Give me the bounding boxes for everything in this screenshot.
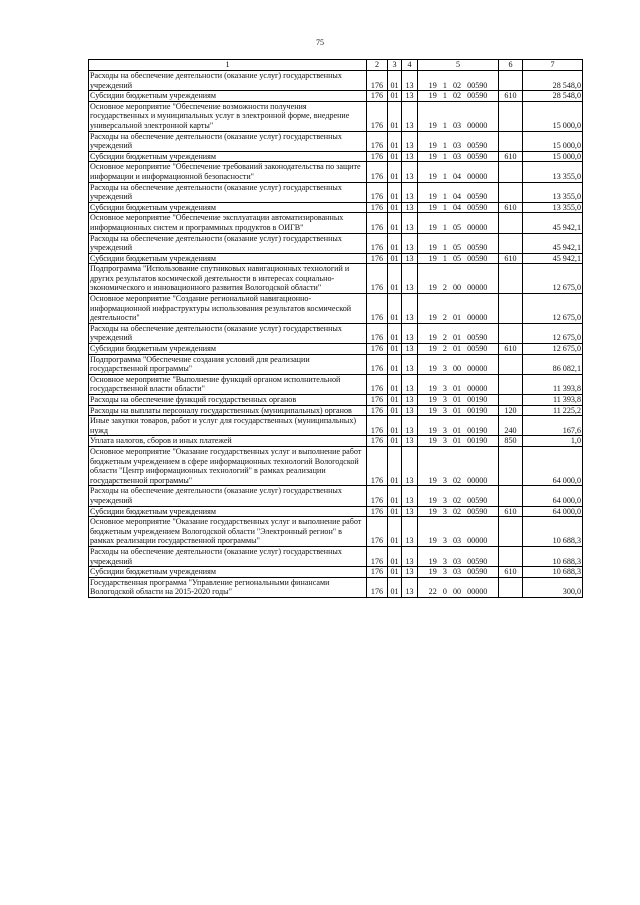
row-amount-cell: 15 000,0 [523,131,583,151]
row-name-cell: Основное мероприятие "Обеспечение возможности получения государственных и муниципальных услуг в электронной форме, внедрение универсальной электронной карты" [89,101,367,131]
row-amount-cell: 12 675,0 [523,264,583,294]
row-expense-type-cell: 850 [499,436,523,447]
row-target-article-cell: 19 2 01 00590 [418,323,499,343]
row-amount-cell: 64 000,0 [523,486,583,506]
row-expense-type-cell: 610 [499,253,523,264]
row-amount-cell: 12 675,0 [523,323,583,343]
row-target-article-cell: 19 3 01 00190 [418,405,499,416]
row-expense-type-cell: 610 [499,567,523,578]
row-subsection-cell: 13 [402,202,418,213]
row-admin-code-cell: 176 [367,405,388,416]
row-amount-cell: 10 688,3 [523,546,583,566]
table-row [89,202,583,213]
header-col-3: 3 [388,60,402,71]
row-target-article-cell: 22 0 00 00000 [418,577,499,597]
row-target-article-cell: 19 3 02 00590 [418,486,499,506]
row-admin-code-cell: 176 [367,213,388,233]
row-subsection-cell: 13 [402,517,418,547]
row-amount-cell: 12 675,0 [523,344,583,355]
header-col-6: 6 [499,60,523,71]
row-name-cell: Основное мероприятие "Оказание государственных услуг и выполнение работ бюджетным учреждением Вологодской области "Электронный регион" в рамках реализации государственной программы" [89,517,367,547]
row-section-cell: 01 [388,151,402,162]
row-name-cell: Субсидии бюджетным учреждениям [89,506,367,517]
row-name-cell: Уплата налогов, сборов и иных платежей [89,436,367,447]
row-admin-code-cell: 176 [367,344,388,355]
row-section-cell: 01 [388,506,402,517]
row-admin-code-cell: 176 [367,71,388,91]
row-name-cell: Расходы на обеспечение функций государственных органов [89,395,367,406]
row-amount-cell: 28 548,0 [523,91,583,102]
row-admin-code-cell: 176 [367,436,388,447]
row-subsection-cell: 13 [402,546,418,566]
row-expense-type-cell: 610 [499,151,523,162]
row-subsection-cell: 13 [402,354,418,374]
row-target-article-cell: 19 3 03 00590 [418,546,499,566]
table-row [89,446,583,485]
row-section-cell: 01 [388,213,402,233]
row-expense-type-cell [499,577,523,597]
row-section-cell: 01 [388,182,402,202]
table-row [89,374,583,394]
row-subsection-cell: 13 [402,446,418,485]
row-amount-cell: 64 000,0 [523,506,583,517]
row-amount-cell: 64 000,0 [523,446,583,485]
row-section-cell: 01 [388,101,402,131]
row-amount-cell: 28 548,0 [523,71,583,91]
row-admin-code-cell: 176 [367,233,388,253]
table-row [89,101,583,131]
row-subsection-cell: 13 [402,151,418,162]
row-admin-code-cell: 176 [367,546,388,566]
row-section-cell: 01 [388,233,402,253]
table-row [89,416,583,436]
row-section-cell: 01 [388,577,402,597]
row-name-cell: Субсидии бюджетным учреждениям [89,202,367,213]
row-subsection-cell: 13 [402,233,418,253]
row-amount-cell: 86 082,1 [523,354,583,374]
header-col-7: 7 [523,60,583,71]
row-section-cell: 01 [388,436,402,447]
row-amount-cell: 1,0 [523,436,583,447]
row-amount-cell: 167,6 [523,416,583,436]
row-name-cell: Субсидии бюджетным учреждениям [89,151,367,162]
row-expense-type-cell [499,213,523,233]
row-amount-cell: 10 688,3 [523,517,583,547]
row-name-cell: Расходы на выплаты персоналу государственных (муниципальных) органов [89,405,367,416]
row-name-cell: Субсидии бюджетным учреждениям [89,344,367,355]
row-name-cell: Расходы на обеспечение деятельности (оказание услуг) государственных учреждений [89,233,367,253]
row-expense-type-cell [499,323,523,343]
table-row [89,264,583,294]
row-name-cell: Субсидии бюджетным учреждениям [89,567,367,578]
table-row [89,577,583,597]
row-name-cell: Основное мероприятие "Оказание государственных услуг и выполнение работ бюджетным учреждением в сфере информационных технологий Вологодской области "Центр информационных технологий" в рамках реализации государственной программы" [89,446,367,485]
row-expense-type-cell [499,131,523,151]
row-admin-code-cell: 176 [367,506,388,517]
table-row [89,253,583,264]
table-row [89,151,583,162]
row-subsection-cell: 13 [402,253,418,264]
row-expense-type-cell [499,374,523,394]
row-name-cell: Государственная программа "Управление региональными финансами Вологодской области на 2015-2020 годы" [89,577,367,597]
row-name-cell: Основное мероприятие "Обеспечение требований законодательства по защите информации и информационной безопасности" [89,162,367,182]
row-target-article-cell: 19 1 03 00590 [418,151,499,162]
table-row [89,162,583,182]
row-section-cell: 01 [388,344,402,355]
row-name-cell: Расходы на обеспечение деятельности (оказание услуг) государственных учреждений [89,71,367,91]
budget-table [88,59,583,598]
table-row [89,344,583,355]
row-amount-cell: 13 355,0 [523,182,583,202]
row-target-article-cell: 19 1 03 00590 [418,131,499,151]
table-row [89,486,583,506]
row-subsection-cell: 13 [402,416,418,436]
row-amount-cell: 15 000,0 [523,151,583,162]
row-expense-type-cell [499,354,523,374]
row-admin-code-cell: 176 [367,101,388,131]
row-section-cell: 01 [388,202,402,213]
row-expense-type-cell [499,517,523,547]
table-row [89,354,583,374]
row-amount-cell: 13 355,0 [523,202,583,213]
row-subsection-cell: 13 [402,344,418,355]
table-row [89,182,583,202]
row-section-cell: 01 [388,567,402,578]
row-amount-cell: 45 942,1 [523,213,583,233]
row-section-cell: 01 [388,294,402,324]
row-amount-cell: 15 000,0 [523,101,583,131]
row-target-article-cell: 19 1 05 00590 [418,253,499,264]
row-subsection-cell: 13 [402,213,418,233]
row-amount-cell: 10 688,3 [523,567,583,578]
row-subsection-cell: 13 [402,264,418,294]
row-expense-type-cell [499,233,523,253]
row-name-cell: Расходы на обеспечение деятельности (оказание услуг) государственных учреждений [89,323,367,343]
row-target-article-cell: 19 1 03 00000 [418,101,499,131]
row-section-cell: 01 [388,405,402,416]
table-row [89,213,583,233]
row-admin-code-cell: 176 [367,131,388,151]
row-target-article-cell: 19 3 01 00000 [418,374,499,394]
row-target-article-cell: 19 2 01 00000 [418,294,499,324]
row-subsection-cell: 13 [402,395,418,406]
row-target-article-cell: 19 2 00 00000 [418,264,499,294]
table-row [89,323,583,343]
row-admin-code-cell: 176 [367,182,388,202]
row-expense-type-cell [499,71,523,91]
row-expense-type-cell [499,264,523,294]
row-expense-type-cell: 610 [499,506,523,517]
table-row [89,546,583,566]
table-row [89,506,583,517]
row-name-cell: Основное мероприятие "Выполнение функций органом исполнительной государственной власти области" [89,374,367,394]
table-row [89,91,583,102]
row-expense-type-cell: 610 [499,202,523,213]
row-name-cell: Субсидии бюджетным учреждениям [89,253,367,264]
row-target-article-cell: 19 3 03 00590 [418,567,499,578]
row-section-cell: 01 [388,416,402,436]
row-name-cell: Расходы на обеспечение деятельности (оказание услуг) государственных учреждений [89,182,367,202]
row-target-article-cell: 19 1 04 00590 [418,202,499,213]
row-section-cell: 01 [388,264,402,294]
row-section-cell: 01 [388,395,402,406]
row-admin-code-cell: 176 [367,202,388,213]
row-section-cell: 01 [388,323,402,343]
row-section-cell: 01 [388,546,402,566]
table-row [89,71,583,91]
row-amount-cell: 300,0 [523,577,583,597]
row-expense-type-cell [499,162,523,182]
row-target-article-cell: 19 3 02 00590 [418,506,499,517]
row-expense-type-cell: 120 [499,405,523,416]
row-expense-type-cell [499,546,523,566]
row-subsection-cell: 13 [402,405,418,416]
row-admin-code-cell: 176 [367,446,388,485]
row-target-article-cell: 19 1 04 00590 [418,182,499,202]
row-target-article-cell: 19 3 03 00000 [418,517,499,547]
row-admin-code-cell: 176 [367,486,388,506]
row-subsection-cell: 13 [402,374,418,394]
row-target-article-cell: 19 2 01 00590 [418,344,499,355]
row-expense-type-cell [499,101,523,131]
row-target-article-cell: 19 1 05 00590 [418,233,499,253]
row-target-article-cell: 19 1 05 00000 [418,213,499,233]
header-row [89,60,583,71]
row-subsection-cell: 13 [402,567,418,578]
row-subsection-cell: 13 [402,101,418,131]
row-amount-cell: 13 355,0 [523,162,583,182]
table-row [89,395,583,406]
row-target-article-cell: 19 3 02 00000 [418,446,499,485]
row-admin-code-cell: 176 [367,151,388,162]
row-name-cell: Расходы на обеспечение деятельности (оказание услуг) государственных учреждений [89,546,367,566]
row-admin-code-cell: 176 [367,91,388,102]
table-row [89,436,583,447]
row-target-article-cell: 19 3 01 00190 [418,416,499,436]
row-section-cell: 01 [388,71,402,91]
row-subsection-cell: 13 [402,294,418,324]
row-target-article-cell: 19 3 00 00000 [418,354,499,374]
row-admin-code-cell: 176 [367,323,388,343]
row-section-cell: 01 [388,517,402,547]
row-subsection-cell: 13 [402,323,418,343]
row-admin-code-cell: 176 [367,294,388,324]
row-subsection-cell: 13 [402,506,418,517]
row-amount-cell: 11 225,2 [523,405,583,416]
header-col-2: 2 [367,60,388,71]
row-admin-code-cell: 176 [367,416,388,436]
row-admin-code-cell: 176 [367,517,388,547]
table-row [89,517,583,547]
row-subsection-cell: 13 [402,486,418,506]
row-admin-code-cell: 176 [367,253,388,264]
row-subsection-cell: 13 [402,71,418,91]
row-section-cell: 01 [388,162,402,182]
row-name-cell: Расходы на обеспечение деятельности (оказание услуг) государственных учреждений [89,131,367,151]
row-admin-code-cell: 176 [367,264,388,294]
row-amount-cell: 11 393,8 [523,374,583,394]
row-target-article-cell: 19 1 02 00590 [418,71,499,91]
table-row [89,567,583,578]
header-col-4: 4 [402,60,418,71]
row-section-cell: 01 [388,131,402,151]
row-amount-cell: 12 675,0 [523,294,583,324]
row-section-cell: 01 [388,486,402,506]
row-expense-type-cell [499,182,523,202]
row-target-article-cell: 19 1 04 00000 [418,162,499,182]
row-target-article-cell: 19 1 02 00590 [418,91,499,102]
row-amount-cell: 45 942,1 [523,233,583,253]
row-name-cell: Субсидии бюджетным учреждениям [89,91,367,102]
row-amount-cell: 11 393,8 [523,395,583,406]
row-expense-type-cell [499,486,523,506]
row-admin-code-cell: 176 [367,374,388,394]
table-row [89,131,583,151]
row-name-cell: Подпрограмма "Использование спутниковых навигационных технологий и других результатов космической деятельности в интересах социально-экономического и инновационного развития Вологодской области" [89,264,367,294]
row-name-cell: Подпрограмма "Обеспечение создания условий для реализации государственной программы" [89,354,367,374]
table-row [89,233,583,253]
row-expense-type-cell [499,446,523,485]
header-col-1: 1 [89,60,367,71]
row-expense-type-cell: 610 [499,91,523,102]
row-admin-code-cell: 176 [367,577,388,597]
row-section-cell: 01 [388,354,402,374]
row-admin-code-cell: 176 [367,567,388,578]
page-number: 75 [316,38,324,47]
row-amount-cell: 45 942,1 [523,253,583,264]
row-name-cell: Основное мероприятие "Обеспечение эксплуатации автоматизированных информационных систем и программных продуктов в ОИГВ" [89,213,367,233]
row-admin-code-cell: 176 [367,395,388,406]
table-row [89,405,583,416]
row-subsection-cell: 13 [402,182,418,202]
row-expense-type-cell: 240 [499,416,523,436]
row-subsection-cell: 13 [402,131,418,151]
row-subsection-cell: 13 [402,436,418,447]
row-section-cell: 01 [388,374,402,394]
row-admin-code-cell: 176 [367,162,388,182]
row-subsection-cell: 13 [402,577,418,597]
row-expense-type-cell: 610 [499,344,523,355]
row-target-article-cell: 19 3 01 00190 [418,395,499,406]
row-expense-type-cell [499,395,523,406]
row-name-cell: Расходы на обеспечение деятельности (оказание услуг) государственных учреждений [89,486,367,506]
row-target-article-cell: 19 3 01 00190 [418,436,499,447]
header-col-5: 5 [418,60,499,71]
row-name-cell: Основное мероприятие "Создание региональной навигационно-информационной инфраструктуры использования результатов космической деятельности" [89,294,367,324]
row-name-cell: Иные закупки товаров, работ и услуг для государственных (муниципальных) нужд [89,416,367,436]
row-admin-code-cell: 176 [367,354,388,374]
row-section-cell: 01 [388,91,402,102]
row-subsection-cell: 13 [402,162,418,182]
table-row [89,294,583,324]
row-section-cell: 01 [388,253,402,264]
row-expense-type-cell [499,294,523,324]
row-subsection-cell: 13 [402,91,418,102]
row-section-cell: 01 [388,446,402,485]
